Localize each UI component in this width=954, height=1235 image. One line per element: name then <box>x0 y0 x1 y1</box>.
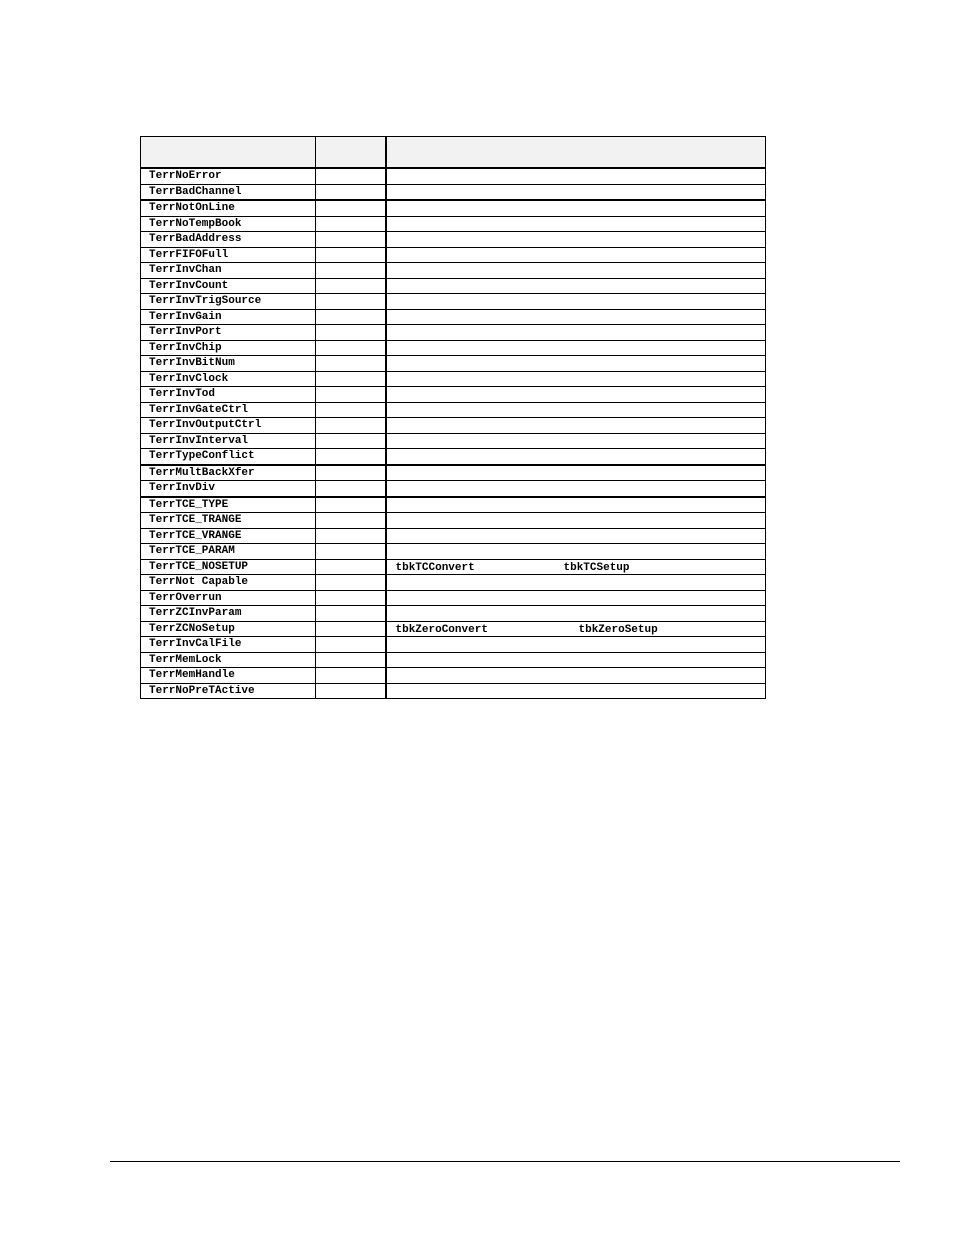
error-code-cell <box>316 621 386 637</box>
table-row <box>141 325 766 341</box>
error-name-cell: TerrMemLock <box>141 652 316 668</box>
error-name-cell: TerrNoPreTActive <box>141 683 316 699</box>
description-cell <box>386 668 766 684</box>
description-cell <box>386 340 766 356</box>
error-name-cell: TerrInvTod <box>141 387 316 403</box>
error-name-cell: TerrTCE_NOSETUP <box>141 559 316 575</box>
table-row <box>141 433 766 449</box>
description-cell <box>386 418 766 434</box>
error-name-cell: TerrNotOnLine <box>141 200 316 216</box>
error-name-cell: TerrTCE_TYPE <box>141 497 316 513</box>
table-row <box>141 652 766 668</box>
description-cell <box>386 606 766 622</box>
error-code-cell <box>316 200 386 216</box>
table-row <box>141 606 766 622</box>
table-row <box>141 590 766 606</box>
error-code-cell <box>316 371 386 387</box>
error-code-cell <box>316 528 386 544</box>
description-cell <box>386 356 766 372</box>
table-row <box>141 621 766 637</box>
error-name-cell: TerrOverrun <box>141 590 316 606</box>
error-name-cell: TerrInvDiv <box>141 481 316 497</box>
error-code-cell <box>316 294 386 310</box>
function-reference: tbkZeroConvert <box>395 623 488 636</box>
table-row <box>141 309 766 325</box>
table-row <box>141 340 766 356</box>
error-name-cell: TerrNot Capable <box>141 575 316 591</box>
description-cell <box>386 278 766 294</box>
description-cell <box>386 465 766 481</box>
description-cell <box>386 402 766 418</box>
error-code-cell <box>316 606 386 622</box>
error-name-cell: TerrInvCalFile <box>141 637 316 653</box>
description-cell <box>386 168 766 184</box>
error-name-cell: TerrInvGateCtrl <box>141 402 316 418</box>
description-cell <box>386 184 766 200</box>
table-row <box>141 559 766 575</box>
description-cell <box>386 513 766 529</box>
error-code-cell <box>316 216 386 232</box>
description-cell <box>386 481 766 497</box>
description-cell <box>386 683 766 699</box>
table-row <box>141 481 766 497</box>
table-row <box>141 168 766 184</box>
error-code-cell <box>316 513 386 529</box>
table-row <box>141 263 766 279</box>
function-reference: tbkTCSetup <box>563 561 630 574</box>
function-reference: tbkZeroSetup <box>578 623 658 636</box>
error-name-cell: TerrInvInterval <box>141 433 316 449</box>
error-name-cell: TerrNoError <box>141 168 316 184</box>
error-name-cell: TerrInvChan <box>141 263 316 279</box>
error-code-cell <box>316 418 386 434</box>
function-reference: tbkTCConvert <box>395 561 475 574</box>
error-code-cell <box>316 340 386 356</box>
error-name-cell: TerrInvPort <box>141 325 316 341</box>
error-code-cell <box>316 481 386 497</box>
description-cell <box>386 449 766 465</box>
error-name-cell: TerrInvTrigSource <box>141 294 316 310</box>
error-name-cell: TerrMemHandle <box>141 668 316 684</box>
error-code-cell <box>316 559 386 575</box>
description-cell <box>386 497 766 513</box>
error-code-cell <box>316 263 386 279</box>
description-cell <box>386 216 766 232</box>
table-row <box>141 387 766 403</box>
error-code-cell <box>316 465 386 481</box>
error-code-cell <box>316 402 386 418</box>
error-code-cell <box>316 387 386 403</box>
table-row <box>141 294 766 310</box>
footer-rule <box>110 1161 900 1162</box>
table-header-row <box>141 137 766 169</box>
error-name-cell: TerrInvClock <box>141 371 316 387</box>
error-name-cell: TerrInvChip <box>141 340 316 356</box>
error-code-cell <box>316 168 386 184</box>
table-row <box>141 247 766 263</box>
description-cell <box>386 559 766 575</box>
error-code-cell <box>316 497 386 513</box>
error-name-cell: TerrInvBitNum <box>141 356 316 372</box>
table-row <box>141 216 766 232</box>
description-cell <box>386 433 766 449</box>
error-name-cell: TerrTypeConflict <box>141 449 316 465</box>
description-cell <box>386 371 766 387</box>
error-name-cell: TerrZCNoSetup <box>141 621 316 637</box>
error-code-table <box>140 136 766 699</box>
table-row <box>141 465 766 481</box>
error-name-cell: TerrTCE_VRANGE <box>141 528 316 544</box>
header-description <box>386 137 766 169</box>
table-body <box>141 168 766 699</box>
table-row <box>141 449 766 465</box>
error-name-cell: TerrTCE_PARAM <box>141 544 316 560</box>
description-cell <box>386 575 766 591</box>
table-row <box>141 418 766 434</box>
error-code-cell <box>316 575 386 591</box>
error-name-cell: TerrTCE_TRANGE <box>141 513 316 529</box>
error-code-cell <box>316 652 386 668</box>
error-code-cell <box>316 668 386 684</box>
error-name-cell: TerrInvOutputCtrl <box>141 418 316 434</box>
table-row <box>141 356 766 372</box>
error-code-cell <box>316 325 386 341</box>
description-cell <box>386 528 766 544</box>
error-code-cell <box>316 356 386 372</box>
table-row <box>141 278 766 294</box>
error-code-cell <box>316 433 386 449</box>
table-row <box>141 544 766 560</box>
description-cell <box>386 309 766 325</box>
error-name-cell: TerrNoTempBook <box>141 216 316 232</box>
table-row <box>141 528 766 544</box>
error-name-cell: TerrBadAddress <box>141 232 316 248</box>
header-error-code <box>316 137 386 169</box>
description-cell <box>386 387 766 403</box>
error-code-cell <box>316 309 386 325</box>
description-cell <box>386 200 766 216</box>
error-code-cell <box>316 232 386 248</box>
error-code-cell <box>316 247 386 263</box>
description-cell <box>386 294 766 310</box>
error-name-cell: TerrInvCount <box>141 278 316 294</box>
table-row <box>141 575 766 591</box>
error-code-cell <box>316 590 386 606</box>
table-row <box>141 371 766 387</box>
error-code-cell <box>316 184 386 200</box>
error-code-cell <box>316 278 386 294</box>
header-error-name <box>141 137 316 169</box>
description-cell <box>386 590 766 606</box>
error-name-cell: TerrFIFOFull <box>141 247 316 263</box>
table-row <box>141 232 766 248</box>
description-cell <box>386 544 766 560</box>
table-row <box>141 402 766 418</box>
error-code-cell <box>316 544 386 560</box>
description-cell <box>386 621 766 637</box>
table-row <box>141 683 766 699</box>
table-row <box>141 184 766 200</box>
error-code-cell <box>316 449 386 465</box>
description-cell <box>386 263 766 279</box>
error-name-cell: TerrBadChannel <box>141 184 316 200</box>
description-cell <box>386 232 766 248</box>
error-name-cell: TerrMultBackXfer <box>141 465 316 481</box>
description-cell <box>386 637 766 653</box>
error-code-cell <box>316 637 386 653</box>
description-cell <box>386 247 766 263</box>
error-name-cell: TerrZCInvParam <box>141 606 316 622</box>
table-row <box>141 200 766 216</box>
description-cell <box>386 652 766 668</box>
table-row <box>141 513 766 529</box>
description-cell <box>386 325 766 341</box>
error-code-cell <box>316 683 386 699</box>
error-name-cell: TerrInvGain <box>141 309 316 325</box>
table-row <box>141 637 766 653</box>
table-row <box>141 668 766 684</box>
table-row <box>141 497 766 513</box>
